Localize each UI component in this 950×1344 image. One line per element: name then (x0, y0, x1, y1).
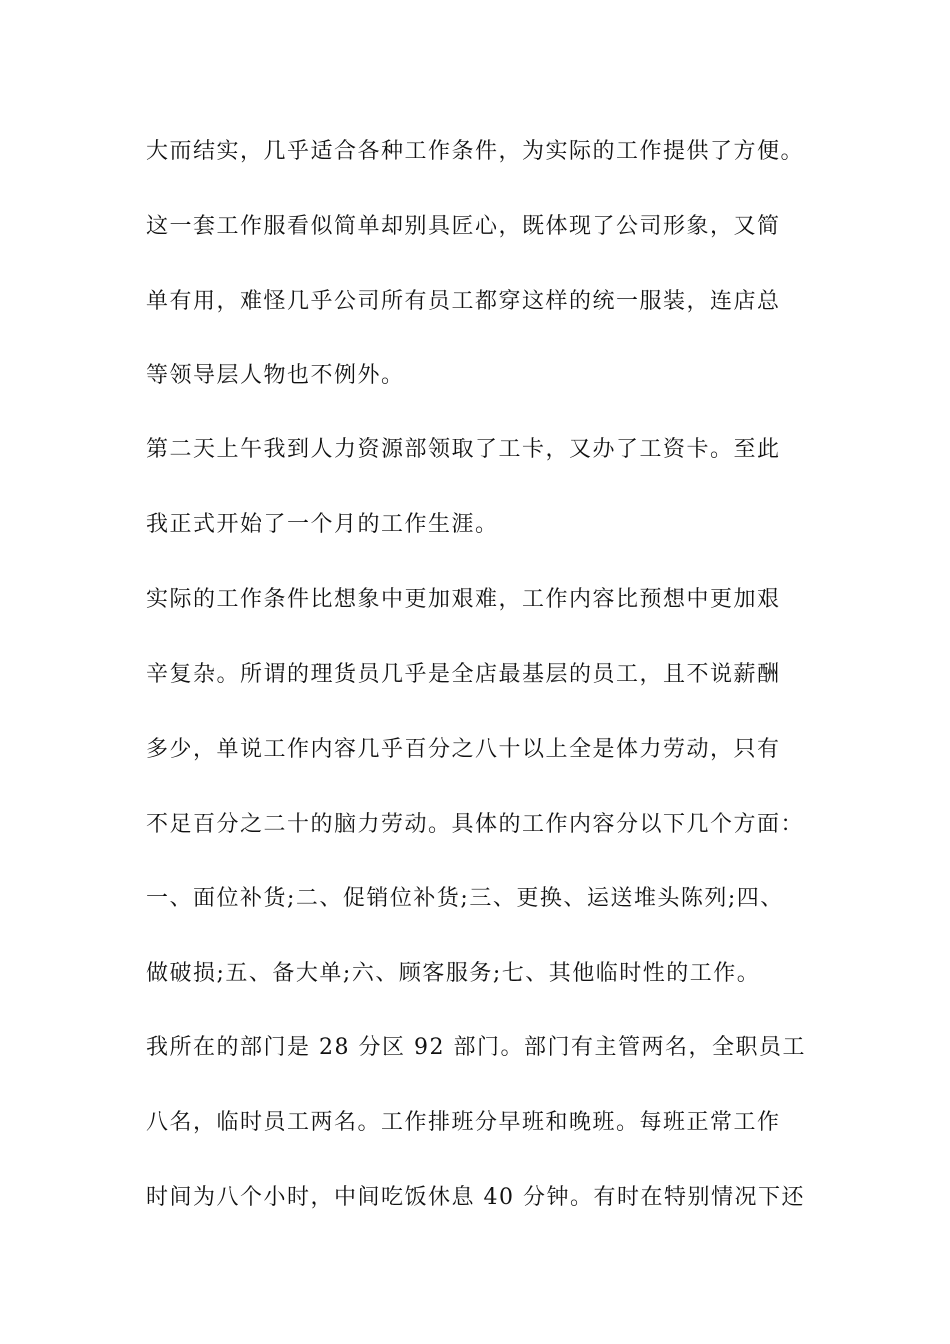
text-line: 实际的工作条件比想象中更加艰难，工作内容比预想中更加艰 (146, 587, 781, 612)
text-line: 时间为八个小时，中间吃饭休息 40 分钟。有时在特别情况下还 (146, 1185, 805, 1210)
text-line: 我所在的部门是 28 分区 92 部门。部门有主管两名，全职员工 (146, 1035, 806, 1060)
text-line: 单有用，难怪几乎公司所有员工都穿这样的统一服装，连店总 (146, 289, 781, 314)
text-line: 辛复杂。所谓的理货员几乎是全店最基层的员工，且不说薪酬 (146, 662, 781, 687)
text-line: 大而结实，几乎适合各种工作条件，为实际的工作提供了方便。 (146, 139, 805, 164)
text-line: 不足百分之二十的脑力劳动。具体的工作内容分以下几个方面： (146, 812, 805, 837)
text-line: 我正式开始了一个月的工作生涯。 (146, 512, 499, 537)
text-line: 第二天上午我到人力资源部领取了工卡，又办了工资卡。至此 (146, 437, 781, 462)
text-line: 做破损;五、备大单;六、顾客服务;七、其他临时性的工作。 (146, 961, 761, 986)
text-line: 这一套工作服看似简单却别具匠心，既体现了公司形象，又简 (146, 214, 781, 239)
text-line: 八名，临时员工两名。工作排班分早班和晚班。每班正常工作 (146, 1110, 781, 1135)
text-line: 一、面位补货;二、促销位补货;三、更换、运送堆头陈列;四、 (146, 886, 784, 911)
text-line: 等领导层人物也不例外。 (146, 363, 405, 388)
text-line: 多少，单说工作内容几乎百分之八十以上全是体力劳动，只有 (146, 737, 781, 762)
